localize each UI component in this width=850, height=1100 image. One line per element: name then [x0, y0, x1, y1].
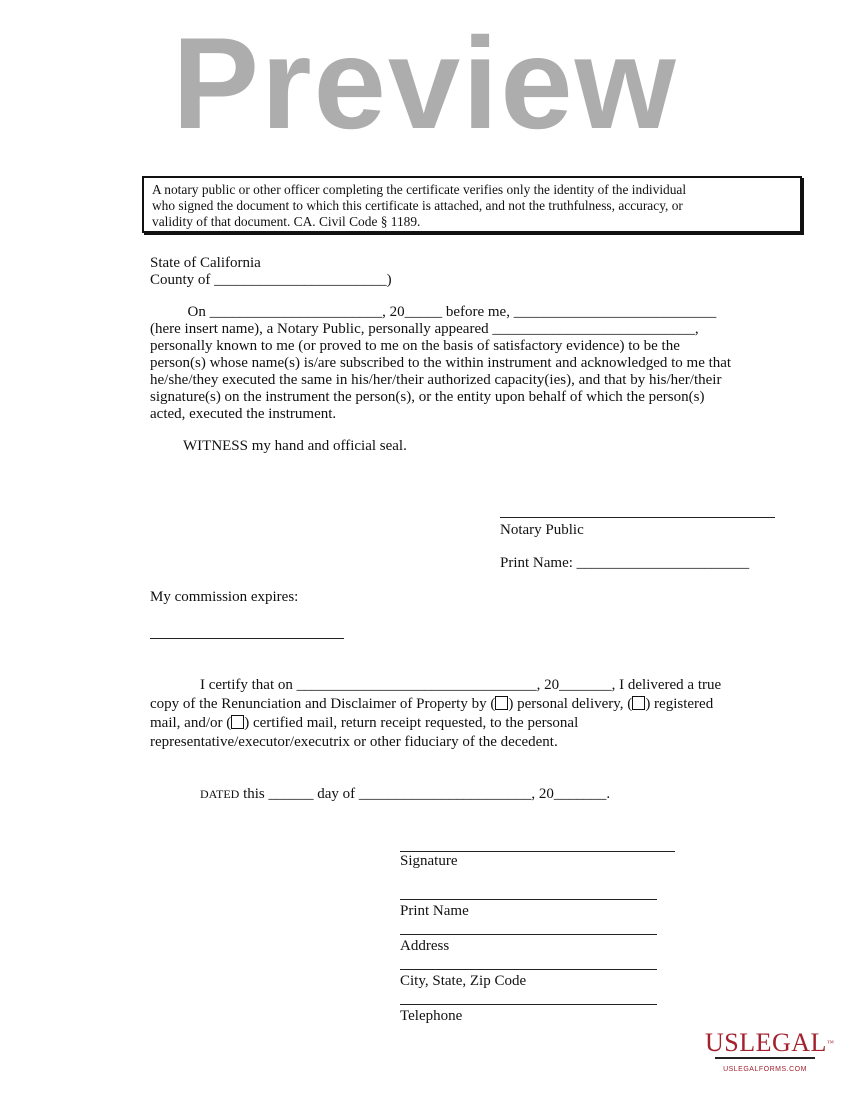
print-name-rule [400, 899, 657, 900]
address-label: Address [400, 938, 450, 954]
cert-text: ) personal delivery, ( [508, 696, 633, 712]
city-state-zip-label: City, State, Zip Code [400, 973, 527, 989]
telephone-label: Telephone [400, 1008, 463, 1024]
ack-line: he/she/they executed the same in his/her/their authorized capacity(ies), and that by his/her/their [150, 372, 722, 388]
cert-text: ) certified mail, return receipt requested, to the personal [244, 715, 579, 731]
cert-line [150, 715, 578, 731]
address-rule [400, 934, 657, 935]
dated-word: DATED [200, 787, 240, 801]
logo-tm: ™ [826, 1039, 835, 1047]
logo-text: USLEGAL [705, 1028, 827, 1057]
uslegal-logo [705, 1028, 835, 1074]
notice-line: who signed the document to which this certificate is attached, and not the truthfulness, accuracy, or [152, 198, 683, 213]
notice-line: A notary public or other officer completing the certificate verifies only the identity of the individual [152, 182, 687, 197]
logo-name [705, 1028, 835, 1057]
dated-line [200, 786, 610, 802]
notary-signature-rule [500, 517, 775, 518]
commission-rule [150, 638, 344, 639]
notary-notice-box [142, 176, 802, 233]
ack-line: person(s) whose name(s) is/are subscribed to the within instrument and acknowledged to me that [150, 355, 732, 371]
ack-line: (here insert name), a Notary Public, personally appeared ___________________________, [150, 321, 699, 337]
eagle-wing-icon [715, 1057, 815, 1065]
ack-line: On _______________________, 20_____ before me, ___________________________ [150, 304, 717, 320]
logo-url: USLEGALFORMS.COM [723, 1066, 807, 1073]
cert-text: mail, and/or ( [150, 715, 232, 731]
notice-line: validity of that document. CA. Civil Code § 1189. [152, 214, 421, 229]
cert-line [150, 696, 713, 712]
signature-label: Signature [400, 853, 458, 869]
notary-public-label: Notary Public [500, 522, 584, 538]
print-name-label: Print Name [400, 903, 469, 919]
cert-text: copy of the Renunciation and Disclaimer of Property by ( [150, 696, 496, 712]
ack-line: personally known to me (or proved to me on the basis of satisfactory evidence) to be the [150, 338, 680, 354]
dated-text: this ______ day of _______________________, 20_______. [239, 786, 611, 802]
cert-line: representative/executor/executrix or other fiduciary of the decedent. [150, 734, 558, 750]
state-line: State of California [150, 255, 261, 271]
signature-rule [400, 851, 675, 852]
telephone-rule [400, 1004, 657, 1005]
ack-line: signature(s) on the instrument the person(s), or the entity upon behalf of which the person(s) [150, 389, 705, 405]
certified-mail-checkbox[interactable] [231, 715, 244, 729]
city-rule [400, 969, 657, 970]
preview-watermark: Preview [172, 10, 678, 156]
cert-text: ) registered [645, 696, 714, 712]
cert-line: I certify that on ________________________________, 20_______, I delivered a true [200, 677, 722, 693]
personal-delivery-checkbox[interactable] [495, 696, 508, 710]
commission-label: My commission expires: [150, 589, 299, 605]
county-line: County of _______________________) [150, 272, 392, 288]
witness-line: WITNESS my hand and official seal. [183, 438, 407, 454]
print-name-line: Print Name: _______________________ [500, 555, 750, 571]
registered-mail-checkbox[interactable] [632, 696, 645, 710]
ack-line: acted, executed the instrument. [150, 406, 337, 422]
